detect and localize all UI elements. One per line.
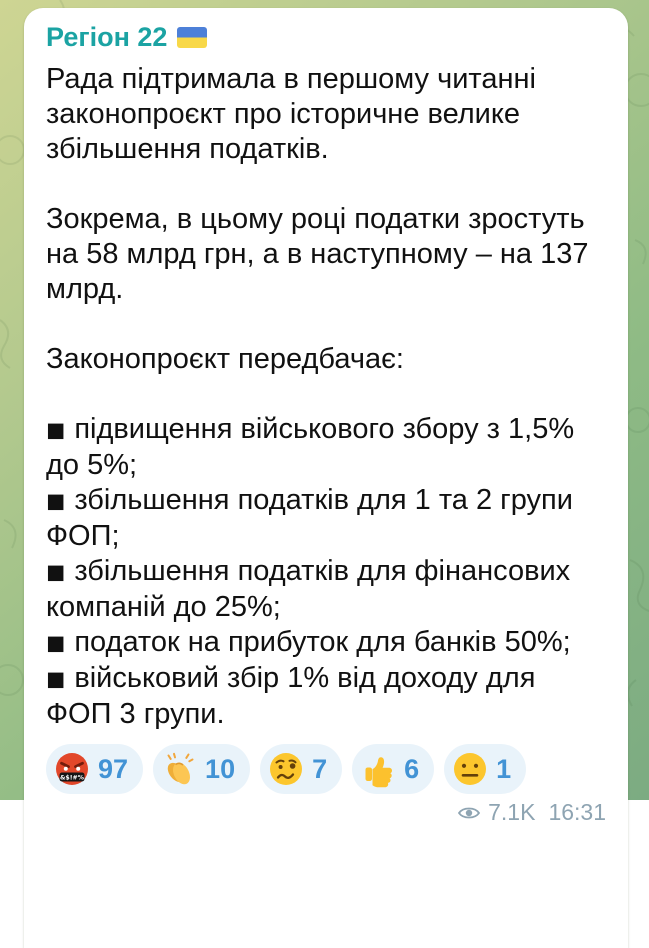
woozy-face-icon [268, 751, 304, 787]
reaction-face-with-symbols-on-mouth[interactable] [46, 744, 143, 794]
black-square-bullet-icon: ■ [46, 412, 66, 448]
clapping-hands-icon [161, 751, 197, 787]
reaction-count: 1 [496, 753, 512, 784]
bullet-text: підвищення військового збору з 1,5% до 5%; [46, 413, 575, 481]
views-eye-icon [457, 805, 481, 821]
bullet-item [46, 483, 606, 554]
reaction-count: 7 [312, 753, 328, 784]
message-paragraph: Зокрема, в цьому році податки зростуть на 58 млрд грн, а в наступному – на 137 млрд. [46, 203, 589, 305]
views-count: 7.1K [488, 799, 536, 825]
black-square-bullet-icon: ■ [46, 661, 66, 697]
reaction-clapping-hands[interactable] [153, 744, 250, 794]
bullet-item [46, 661, 606, 732]
reaction-neutral-face[interactable] [444, 744, 526, 794]
bullet-text: податок на прибуток для банків 50%; [74, 626, 571, 658]
black-square-bullet-icon: ■ [46, 483, 66, 519]
reaction-woozy-face[interactable] [260, 744, 342, 794]
bullet-item [46, 554, 606, 625]
neutral-face-icon [452, 751, 488, 787]
reaction-count: 6 [404, 753, 420, 784]
message-bubble [24, 8, 628, 948]
curse-symbols-text: &$!#% [60, 774, 84, 782]
thumbs-up-icon [360, 751, 396, 787]
ukraine-flag-icon [177, 27, 207, 48]
bullet-item [46, 412, 606, 483]
black-square-bullet-icon: ■ [46, 625, 66, 661]
message-time: 16:31 [548, 799, 606, 825]
black-square-bullet-icon: ■ [46, 554, 66, 590]
message-meta-row [46, 799, 606, 826]
bullet-text: військовий збір 1% від доходу для ФОП 3 групи. [46, 662, 536, 730]
channel-header[interactable] [46, 18, 606, 56]
face-with-symbols-on-mouth-icon [54, 751, 90, 787]
message-paragraph: Законопроєкт передбачає: [46, 343, 404, 375]
message-text [46, 62, 606, 732]
bullet-text: збільшення податків для фінансових компаній до 25%; [46, 555, 571, 623]
reaction-count: 97 [98, 753, 129, 784]
reaction-count: 10 [205, 753, 236, 784]
reaction-thumbs-up[interactable] [352, 744, 434, 794]
message-paragraph: Рада підтримала в першому читанні законопроєкт про історичне велике збільшення податків. [46, 63, 536, 165]
reactions-row [46, 744, 606, 794]
bullet-text: збільшення податків для 1 та 2 групи ФОП; [46, 484, 573, 552]
bullet-list [46, 412, 606, 732]
channel-name[interactable]: Регіон 22 [46, 21, 168, 52]
bullet-item [46, 625, 606, 661]
